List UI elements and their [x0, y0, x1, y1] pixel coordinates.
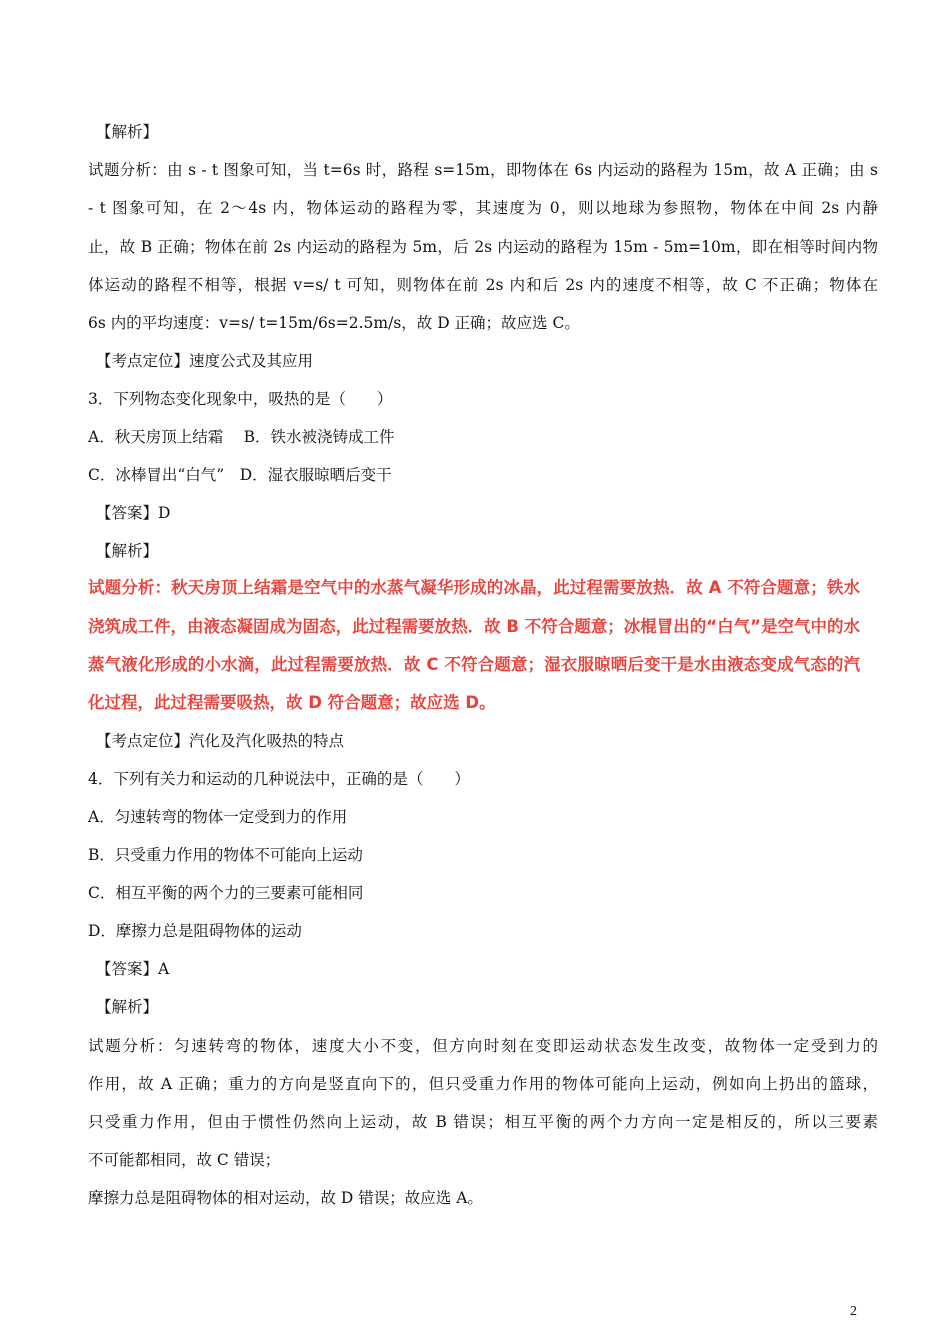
- analysis-text-line: 摩擦力总是阻碍物体的相对运动，故 D 错误；故应选 A。: [88, 1189, 483, 1207]
- question-options: A．秋天房顶上结霜 B．铁水被浇铸成工件: [88, 428, 395, 446]
- analysis-text-line: - t 图象可知，在 2～4s 内，物体运动的路程为零，其速度为 0，则以地球为参照物，物体在中间 2s 内静: [88, 199, 878, 217]
- analysis-text-line: 6s 内的平均速度：v=s/ t=15m/6s=2.5m/s，故 D 正确；故应选 C。: [88, 314, 580, 332]
- question-options: C．冰棒冒出“白气” D．湿衣服晾晒后变干: [88, 466, 392, 484]
- answer-label: 【答案】D: [96, 504, 171, 522]
- question-stem: 4．下列有关力和运动的几种说法中，正确的是（ ）: [88, 770, 470, 788]
- analysis-text-line: 作用，故 A 正确；重力的方向是竖直向下的，但只受重力作用的物体可能向上运动，例如向上扔出的篮球，: [88, 1075, 878, 1093]
- analysis-text-line: 止，故 B 正确；物体在前 2s 内运动的路程为 5m，后 2s 内运动的路程为 15m - 5m=10m，即在相等时间内物: [88, 238, 878, 256]
- analysis-text-line: 体运动的路程不相等，根据 v=s/ t 可知，则物体在前 2s 内和后 2s 内的速度不相等，故 C 不正确；物体在: [88, 276, 878, 294]
- analysis-heading: 【解析】: [96, 998, 159, 1016]
- red-analysis-line: 试题分析：秋天房顶上结霜是空气中的水蒸气凝华形成的冰晶，此过程需要放热．故 A 不符合题意；铁水: [88, 578, 860, 597]
- analysis-heading: 【解析】: [96, 542, 159, 560]
- red-analysis-line: 浇筑成工件，由液态凝固成为固态，此过程需要放热．故 B 不符合题意；冰棍冒出的“白气”是空气中的水: [88, 617, 860, 636]
- page-number: 2: [850, 1304, 857, 1319]
- question-option: A．匀速转弯的物体一定受到力的作用: [88, 808, 348, 826]
- question-option: B．只受重力作用的物体不可能向上运动: [88, 846, 363, 864]
- red-analysis-line: 化过程，此过程需要吸热，故 D 符合题意；故应选 D。: [88, 693, 496, 712]
- red-analysis-line: 蒸气液化形成的小水滴，此过程需要放热．故 C 不符合题意；湿衣服晾晒后变干是水由液态变成气态的汽: [88, 655, 860, 674]
- question-option: C．相互平衡的两个力的三要素可能相同: [88, 884, 364, 902]
- analysis-heading: 【解析】: [96, 123, 159, 141]
- answer-label: 【答案】A: [96, 960, 170, 978]
- analysis-text-line: 试题分析：由 s - t 图象可知，当 t=6s 时，路程 s=15m，即物体在 6s 内运动的路程为 15m，故 A 正确；由 s: [88, 161, 878, 179]
- kaodian-label: 【考点定位】汽化及汽化吸热的特点: [96, 732, 345, 750]
- analysis-text-line: 试题分析：匀速转弯的物体，速度大小不变，但方向时刻在变即运动状态发生改变，故物体一定受到力的: [88, 1037, 878, 1055]
- kaodian-label: 【考点定位】速度公式及其应用: [96, 352, 314, 370]
- question-option: D．摩擦力总是阻碍物体的运动: [88, 922, 302, 940]
- analysis-text-line: 只受重力作用，但由于惯性仍然向上运动，故 B 错误；相互平衡的两个力方向一定是相反的，所以三要素: [88, 1113, 878, 1131]
- analysis-text-line: 不可能都相同，故 C 错误；: [88, 1151, 281, 1169]
- question-stem: 3．下列物态变化现象中，吸热的是（ ）: [88, 390, 393, 408]
